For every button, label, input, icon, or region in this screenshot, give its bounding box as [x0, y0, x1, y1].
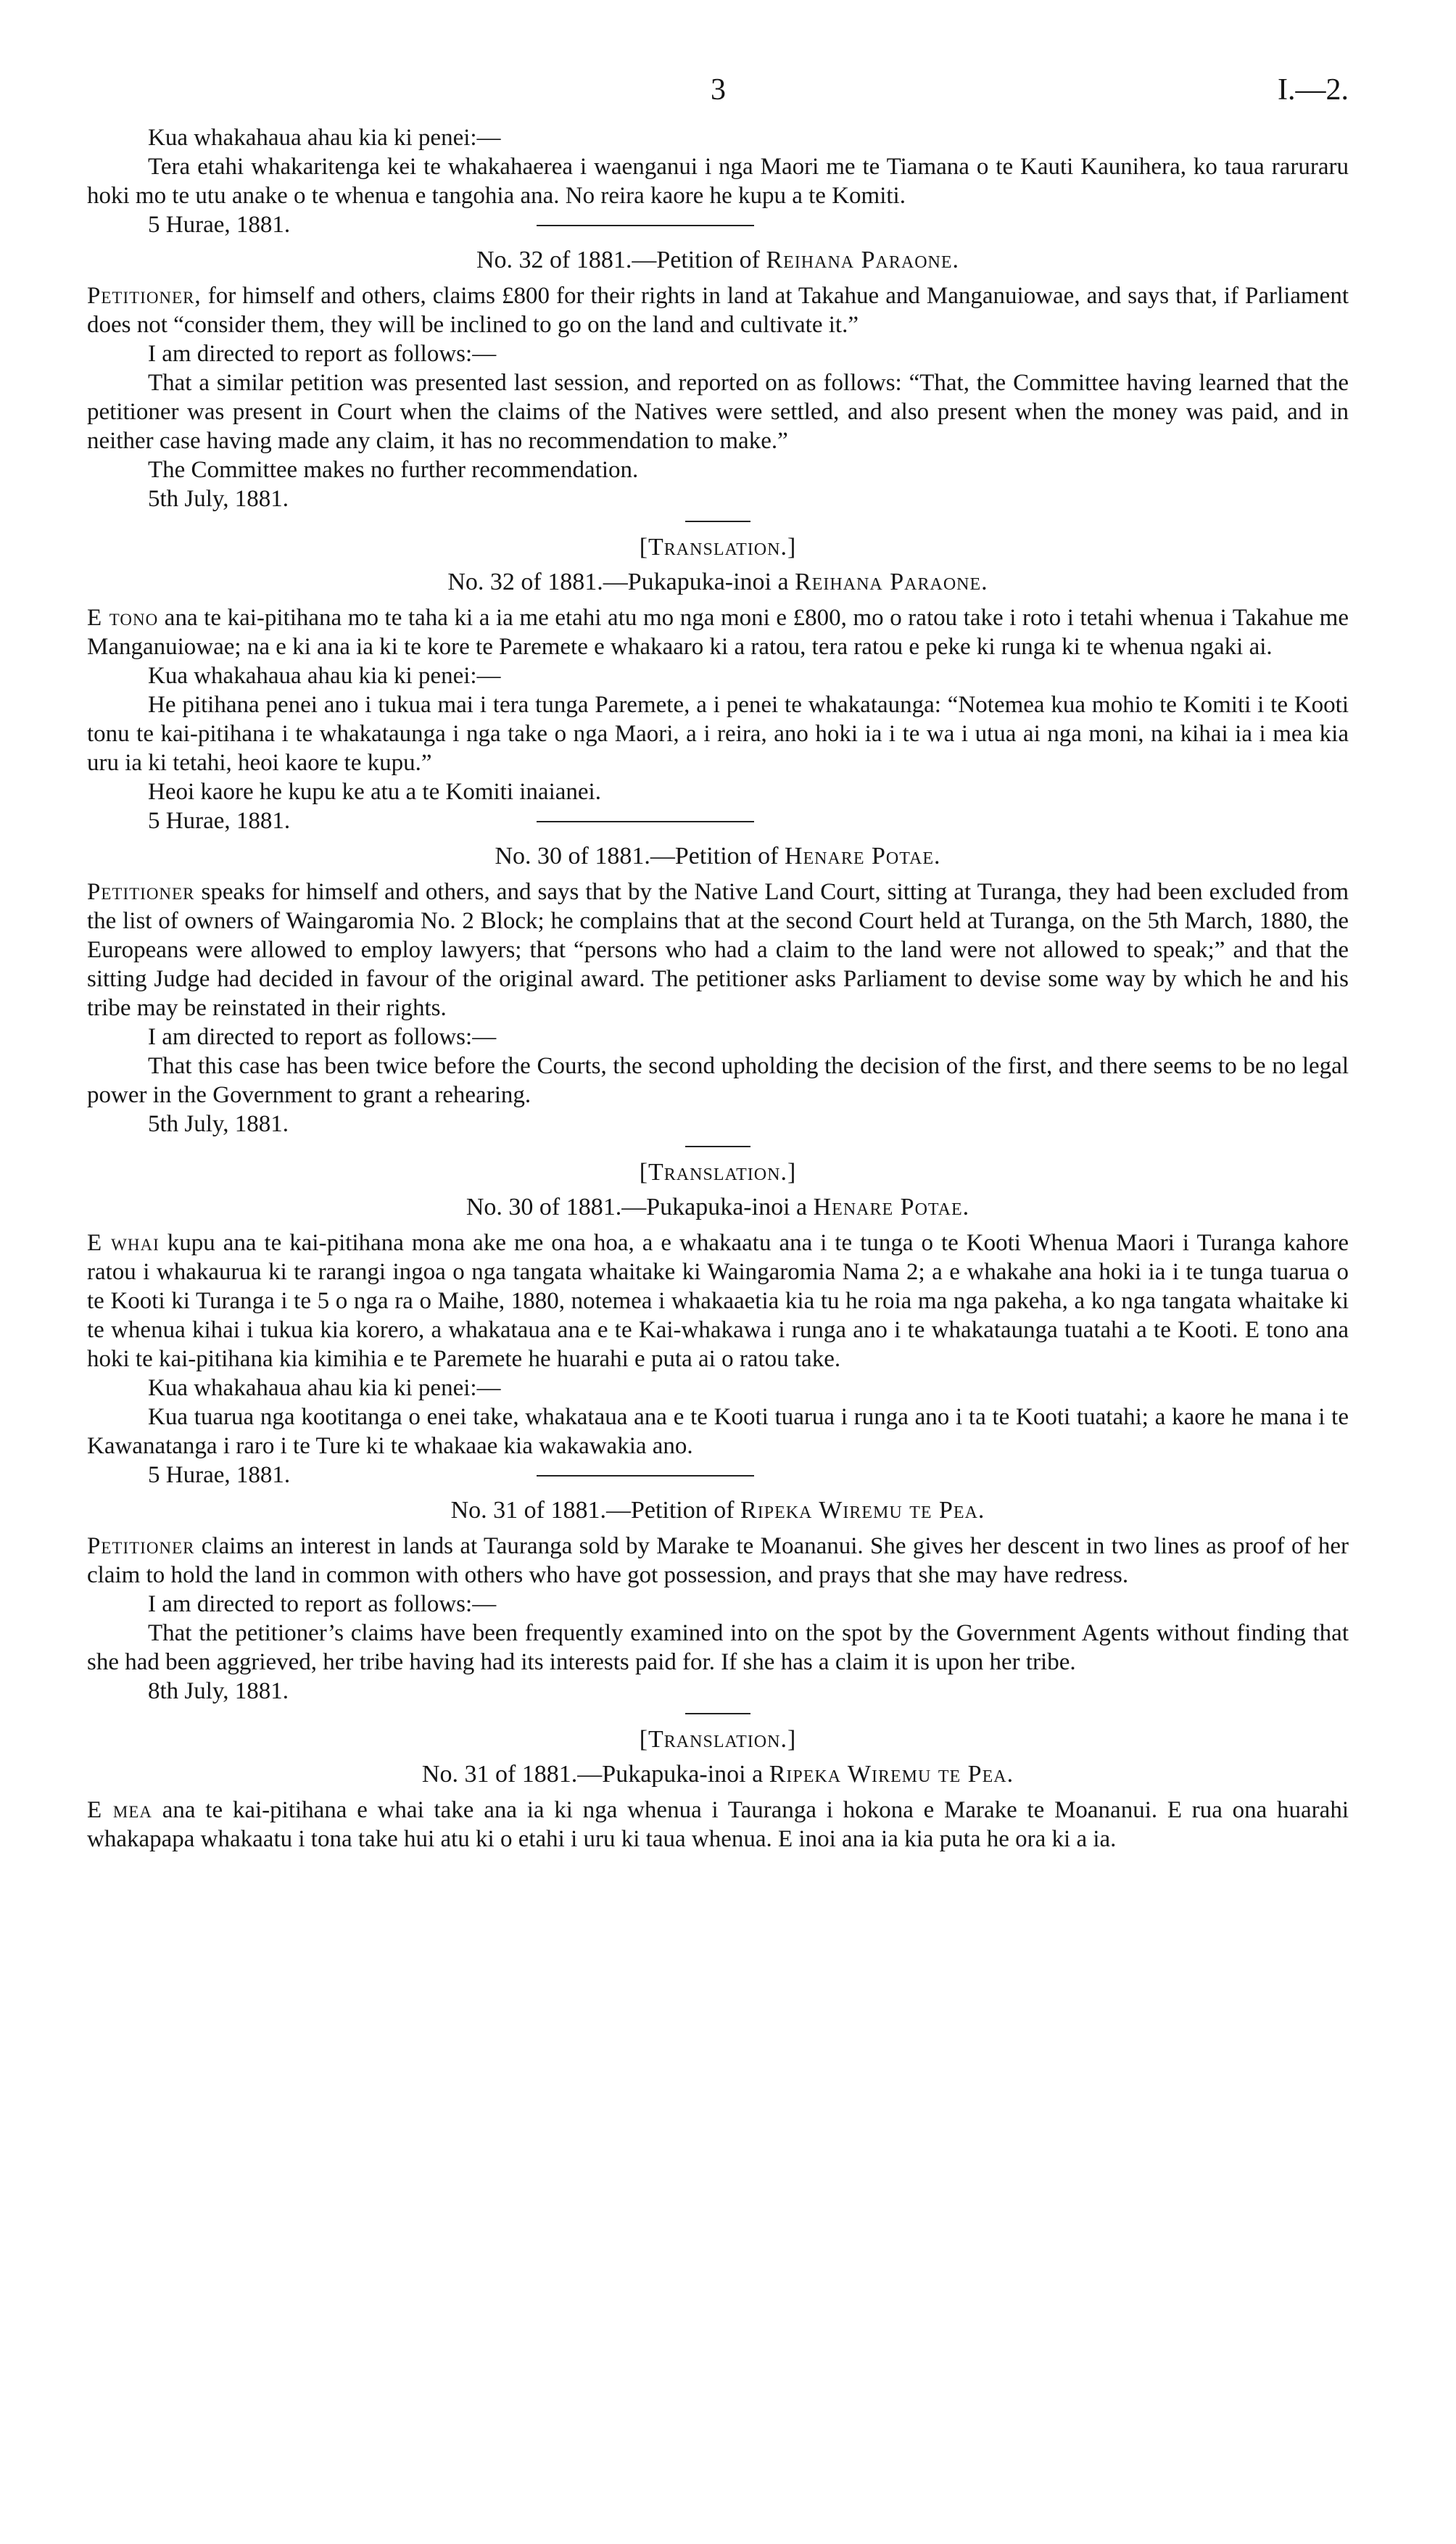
petition-31-translation-body — [87, 1796, 1349, 1854]
body-text: ana te kai-pitihana e whai take ana ia ki nga whenua i Tauranga i hokona e Marake te Moananui. E rua ona huarahi whakapapa whakaatu i tona take hui atu ki o etahi i uru ki taua whenua. E inoi ana ia kia puta he ora ki a ia. — [87, 1797, 1349, 1852]
petition-30-heading — [87, 841, 1349, 872]
petition-30-directed: I am directed to report as follows:— — [148, 1024, 497, 1050]
lead-word: E tono — [87, 605, 159, 631]
page-number: 3 — [711, 73, 726, 107]
petition-32-translation-report: He pitihana penei ano i tukua mai i tera tunga Paremete, a i penei te whakataunga: “Notemea kua mohio te Komiti i te Kooti tonu te kai-pitihana i te whakataunga i nga take o nga Maori, a i reira, ano hoki ia i te wa i utua ai nga moni, na kihai ia i mea kia uru ia ki tetahi, heoi kaore te kupu.” — [87, 692, 1349, 776]
document-page — [87, 73, 1349, 1854]
intro-date: 5 Hurae, 1881. — [148, 212, 291, 238]
petition-32-translation-directed: Kua whakahaua ahau kia ki penei:— — [148, 663, 501, 689]
petitioner-name: Reihana Paraone. — [795, 569, 988, 595]
petition-32-translation-further: Heoi kaore he kupu ke atu a te Komiti inaianei. — [148, 779, 601, 805]
petitioner-name: Henare Potae. — [784, 843, 941, 870]
petition-31-body — [87, 1532, 1349, 1590]
petition-31-translation — [87, 1725, 1349, 1854]
intro-lead: Kua whakahaua ahau kia ki penei:— — [148, 125, 501, 151]
document-reference: I.—2. — [1278, 73, 1349, 107]
petition-30-translation-directed: Kua whakahaua ahau kia ki penei:— — [148, 1375, 501, 1401]
petition-31-date: 8th July, 1881. — [148, 1678, 289, 1704]
body-text: ana te kai-pitihana mo te taha ki a ia me etahi atu mo nga moni e £800, mo o ratou take i roto i tetahi whenua i Takahue me Manganuiowae; na e ki ana ia ki te kore te Paremete e whakaaro ki a ratou, tera ratou e peke ki runga ki te whenua ngaki ai. — [87, 605, 1349, 660]
petition-32-translation-date: 5 Hurae, 1881. — [148, 808, 291, 834]
petition-32-section — [87, 245, 1349, 522]
petition-32-further: The Committee makes no further recommendation. — [148, 457, 639, 483]
lead-word: Petitioner, — [87, 283, 202, 309]
heading-text: No. 31 of 1881.—Petition of — [450, 1497, 741, 1524]
petition-31-section — [87, 1495, 1349, 1714]
translation-divider — [685, 521, 750, 522]
translation-label: [Translation.] — [639, 1726, 797, 1753]
body-text: for himself and others, claims £800 for their rights in land at Takahue and Manganuiowae, and says that, if Parliament does not “consider them, they will be inclined to go on the land and cultivate it.” — [87, 283, 1349, 338]
petition-31-directed: I am directed to report as follows:— — [148, 1591, 497, 1617]
petition-32-date: 5th July, 1881. — [148, 486, 289, 512]
translation-label: [Translation.] — [639, 1159, 797, 1186]
lead-word: Petitioner — [87, 879, 195, 905]
heading-text: No. 32 of 1881.—Petition of — [476, 247, 766, 273]
petitioner-name: Reihana Paraone. — [766, 247, 960, 273]
body-text: kupu ana te kai-pitihana mona ake me ona hoa, a e whakaatu ana i te tunga o te Kooti Whenua Maori i Turanga kahore ratou i whakaurua ki te rarangi ingoa o nga tangata whaitake ki Waingaromia Nama 2; a e whakahe ana hoki ia i te tunga tuarua o te Kooti ki Turanga i te 5 o nga ra o Maihe, 1880, notemea i whakaaetia kia tu he roia ma nga pakeha, a ko nga tangata whaitake ki te whenua kihai i tukua kia korero, a whakataua ana e te Kai-whakawa i runga ano i te whakataunga tuatahi a te Kooti. E tono ana hoki te kai-pitihana kia kimihia e te Paremete he huarahi e puta ai o ratou take. — [87, 1230, 1349, 1372]
body-text: speaks for himself and others, and says that by the Native Land Court, sitting at Turanga, they had been excluded from the list of owners of Waingaromia No. 2 Block; he complains that at the second Court held at Turanga, on the 5th March, 1880, the Europeans were allowed to employ lawyers; that “persons who had a claim to the land were not allowed to speak;” and that the sitting Judge had decided in favour of the original award. The petitioner asks Parliament to devise some way by which he and his tribe may be reinstated in their rights. — [87, 879, 1349, 1021]
petition-30-section — [87, 841, 1349, 1147]
section-divider — [537, 1475, 754, 1477]
petitioner-name: Henare Potae. — [813, 1194, 970, 1221]
petition-30-translation-heading — [87, 1192, 1349, 1223]
petition-32-directed: I am directed to report as follows:— — [148, 341, 497, 367]
petition-32-translation-heading — [87, 567, 1349, 598]
page-header — [87, 73, 1349, 123]
petition-32-translation-body — [87, 603, 1349, 661]
petition-30-translation-body — [87, 1228, 1349, 1374]
petition-32-translation — [87, 532, 1349, 834]
heading-text: No. 30 of 1881.—Pukapuka-inoi a — [466, 1194, 814, 1221]
intro-text: Tera etahi whakaritenga kei te whakahaerea i waenganui i nga Maori me te Tiamana o te Kauti Kaunihera, ko taua raruraru hoki mo te utu anake o te whenua e tangohia ana. No reira kaore he kupu a te Komiti. — [87, 154, 1349, 209]
section-divider — [537, 821, 754, 822]
lead-word: E whai — [87, 1230, 160, 1256]
lead-word: Petitioner — [87, 1533, 195, 1559]
petitioner-name: Ripeka Wiremu te Pea. — [769, 1761, 1014, 1788]
heading-text: No. 31 of 1881.—Pukapuka-inoi a — [421, 1761, 769, 1788]
petition-30-body — [87, 877, 1349, 1023]
petition-32-report: That a similar petition was presented last session, and reported on as follows: “That, the Committee having learned that the petitioner was present in Court when the claims of the Natives were settled, and also present when the money was paid, and in neither case having made any claim, it has no recommendation to make.” — [87, 370, 1349, 454]
petition-30-report: That this case has been twice before the Courts, the second upholding the decision of the first, and there seems to be no legal power in the Government to grant a rehearing. — [87, 1053, 1349, 1108]
petition-30-translation-date: 5 Hurae, 1881. — [148, 1462, 291, 1488]
petition-30-translation — [87, 1157, 1349, 1488]
translation-divider — [685, 1146, 750, 1147]
petition-31-report: That the petitioner’s claims have been frequently examined into on the spot by the Government Agents without finding that she had been aggrieved, her tribe having had its interests paid for. If she has a claim it is upon her tribe. — [87, 1620, 1349, 1675]
petition-32-heading — [87, 245, 1349, 276]
body-text: claims an interest in lands at Tauranga sold by Marake te Moananui. She gives her descent in two lines as proof of her claim to hold the land in common with others who have got possession, and prays that she may have redress. — [87, 1533, 1349, 1588]
petitioner-name: Ripeka Wiremu te Pea. — [740, 1497, 985, 1524]
heading-text: No. 30 of 1881.—Petition of — [495, 843, 785, 870]
section-divider — [537, 225, 754, 226]
petition-31-translation-heading — [87, 1759, 1349, 1790]
intro-section — [87, 123, 1349, 238]
petition-31-heading — [87, 1495, 1349, 1526]
petition-32-body — [87, 281, 1349, 339]
petition-30-date: 5th July, 1881. — [148, 1111, 289, 1137]
petition-30-translation-report: Kua tuarua nga kootitanga o enei take, whakataua ana e te Kooti tuarua i runga ano i ta te Kooti tuatahi; a kaore he mana i te Kawanatanga i raro i te Ture ki te whakaae kia wakawakia ano. — [87, 1404, 1349, 1459]
heading-text: No. 32 of 1881.—Pukapuka-inoi a — [447, 569, 795, 595]
translation-divider — [685, 1713, 750, 1714]
lead-word: E mea — [87, 1797, 153, 1823]
translation-label: [Translation.] — [639, 534, 797, 561]
